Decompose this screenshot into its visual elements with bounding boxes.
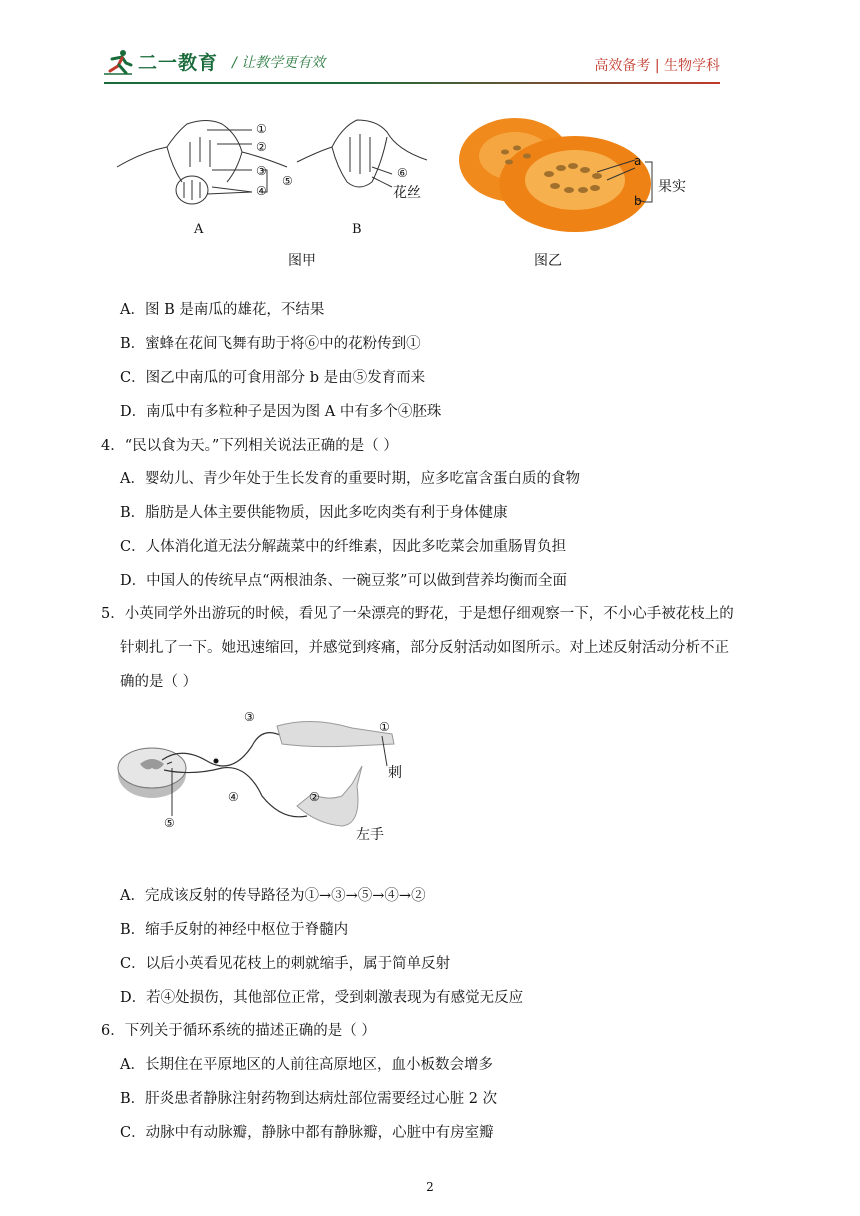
header-divider bbox=[104, 82, 720, 84]
caption-tu-jia: 图甲 bbox=[288, 253, 316, 269]
mark-6-b: ⑥ bbox=[397, 166, 408, 180]
q5-option-d: D．若④处损伤，其他部位正常，受到刺激表现为有感觉无反应 bbox=[120, 990, 524, 1006]
brand-slogan: / 让教学更有效 bbox=[232, 54, 326, 71]
fruit-bracket bbox=[644, 160, 656, 204]
q6-option-a: A．长期住在平原地区的人前往高原地区，血小板数会增多 bbox=[120, 1057, 493, 1073]
figure-reflex-arc bbox=[112, 706, 422, 856]
q5-stem-line-3: 确的是（ ） bbox=[120, 674, 198, 690]
q3-option-d: D．南瓜中有多粒种子是因为图 A 中有多个④胚珠 bbox=[120, 404, 442, 420]
mark-4-a: ④ bbox=[256, 184, 267, 198]
reflex-label-zuoshou: 左手 bbox=[356, 827, 384, 843]
mark-5-a: ⑤ bbox=[282, 174, 293, 188]
label-a: A bbox=[194, 222, 204, 237]
mark-2-a: ② bbox=[256, 140, 267, 154]
label-huasi: 花丝 bbox=[393, 185, 421, 201]
reflex-label-ci: 刺 bbox=[388, 765, 402, 781]
q3-option-a: A．图 B 是南瓜的雄花，不结果 bbox=[120, 302, 325, 318]
q6-option-b: B．肝炎患者静脉注射药物到达病灶部位需要经过心脏 2 次 bbox=[120, 1091, 498, 1107]
q5-stem-line-1: 5．小英同学外出游玩的时候，看见了一朵漂亮的野花，于是想仔细观察一下，不小心手被花枝上的 bbox=[101, 606, 734, 622]
q5-stem-line-2: 针刺扎了一下。她迅速缩回，并感觉到疼痛，部分反射活动如图所示。对上述反射活动分析不正 bbox=[120, 640, 729, 656]
mark-1-a: ① bbox=[256, 122, 267, 136]
q4-option-b: B．脂肪是人体主要供能物质，因此多吃肉类有利于身体健康 bbox=[120, 505, 508, 521]
page-number: 2 bbox=[426, 1180, 434, 1194]
q4-stem: 4．“民以食为天。”下列相关说法正确的是（ ） bbox=[101, 438, 398, 454]
reflex-mark-1: ① bbox=[379, 720, 390, 734]
q5-option-c: C．以后小英看见花枝上的刺就缩手，属于简单反射 bbox=[120, 956, 451, 972]
q3-option-c: C．图乙中南瓜的可食用部分 b 是由⑤发育而来 bbox=[120, 370, 426, 386]
pumpkin-image bbox=[457, 112, 657, 234]
q6-stem: 6．下列关于循环系统的描述正确的是（ ） bbox=[101, 1023, 376, 1039]
q4-option-a: A．婴幼儿、青少年处于生长发育的重要时期，应多吃富含蛋白质的食物 bbox=[120, 471, 580, 487]
q3-option-b: B．蜜蜂在花间飞舞有助于将⑥中的花粉传到① bbox=[120, 336, 421, 352]
q5-option-a: A．完成该反射的传导路径为①→③→⑤→④→② bbox=[120, 888, 426, 904]
caption-tu-yi: 图乙 bbox=[534, 253, 562, 269]
brand-name: 二一教育 bbox=[138, 52, 219, 74]
q4-option-c: C．人体消化道无法分解蔬菜中的纤维素，因此多吃菜会加重肠胃负担 bbox=[120, 539, 567, 555]
q4-option-d: D．中国人的传统早点“两根油条、一碗豆浆”可以做到营养均衡而全面 bbox=[120, 573, 567, 589]
reflex-mark-2: ② bbox=[309, 790, 320, 804]
label-b: B bbox=[352, 222, 362, 237]
q5-option-b: B．缩手反射的神经中枢位于脊髓内 bbox=[120, 922, 349, 938]
mark-3-a: ③ bbox=[256, 164, 267, 178]
label-fruit-a: a bbox=[634, 154, 642, 168]
reflex-mark-3: ③ bbox=[244, 710, 255, 724]
q6-option-c: C．动脉中有动脉瓣，静脉中都有静脉瓣，心脏中有房室瓣 bbox=[120, 1125, 494, 1141]
runner-logo-icon bbox=[104, 49, 134, 75]
label-guoshi: 果实 bbox=[658, 179, 686, 195]
header-logo bbox=[104, 48, 325, 75]
reflex-mark-5: ⑤ bbox=[164, 816, 175, 830]
header-subject: 高效备考 | 生物学科 bbox=[594, 58, 720, 74]
label-fruit-b: b bbox=[634, 194, 642, 208]
reflex-mark-4: ④ bbox=[228, 790, 239, 804]
figure-flowers-pumpkin bbox=[112, 112, 732, 272]
